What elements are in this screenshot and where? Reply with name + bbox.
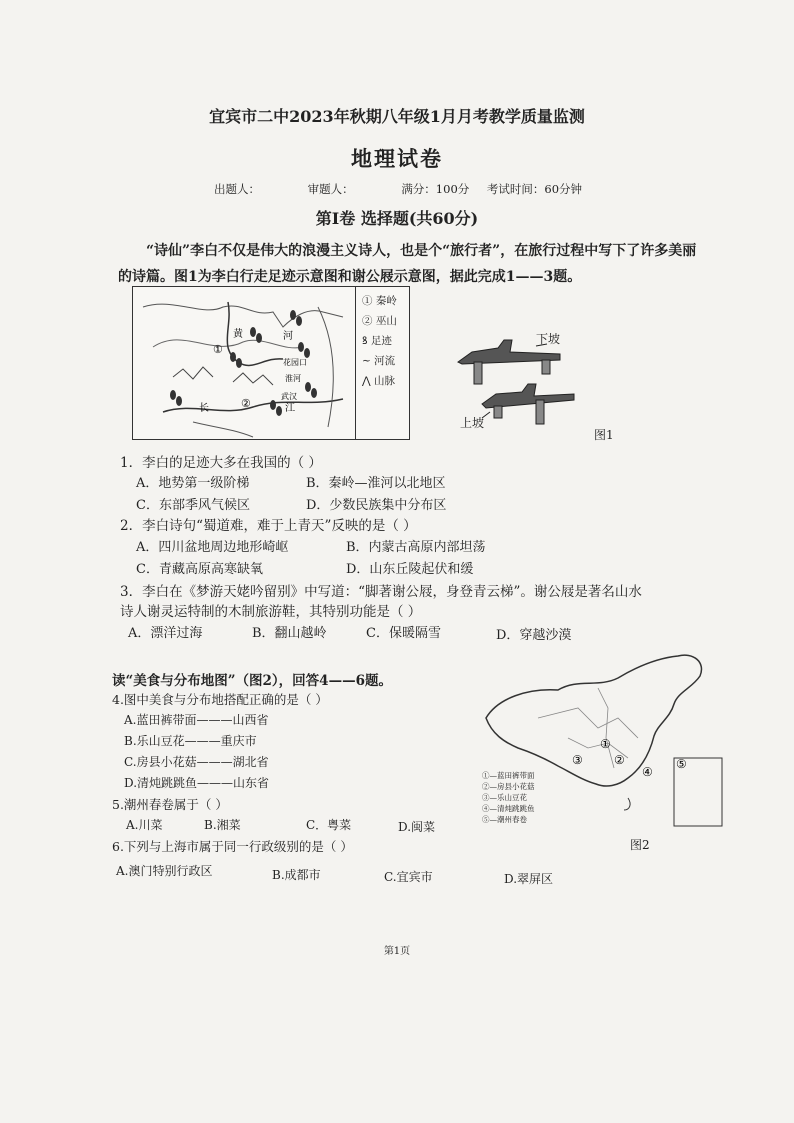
legend-river: 河流 [374,355,396,367]
q4-option-a: A.蓝田裤带面———山西省 [124,713,269,727]
q3-option-d: D．穿越沙漠 [496,628,572,643]
fig2-marker-3: ③ [572,753,583,767]
map1-legend [355,287,410,439]
map-label-huaihe: 淮河 [285,374,301,383]
school-title: 宜宾市二中2023年秋期八年级1月月考教学质量监测 [209,107,585,126]
question-3-stem-line1: 3．李白在《梦游天姥吟留别》中写道：“脚著谢公屐，身登青云梯”。谢公屐是著名山水 [120,584,642,600]
map-label-huang: 黄 [233,329,243,340]
q6-option-a: A.澳门特别行政区 [116,864,213,878]
xiegong-clog-diagram [452,322,592,434]
uphill-label: 上坡 [460,416,485,430]
footprint-icon: ꝸ [362,335,371,347]
legend-footprint: 足迹 [370,335,392,347]
section2-intro: 读“美食与分布地图”（图2），回答4——6题。 [112,673,392,689]
reviewer-label: 审题人： [307,182,354,196]
q1-option-a: A．地势第一级阶梯 [136,476,250,491]
q5-option-b: B.湘菜 [204,818,241,832]
downhill-label: 下坡 [536,332,561,346]
q3-option-a: A．漂洋过海 [128,626,203,641]
libai-footprint-map [132,286,410,440]
q2-option-a: A．四川盆地周边地形崎岖 [136,540,289,555]
fig2-marker-4: ④ [642,765,653,779]
q6-option-c: C.宜宾市 [384,870,433,884]
question-6-stem: 6.下列与上海市属于同一行政级别的是（ ） [112,839,353,854]
china-food-map [478,648,726,834]
q6-option-b: B.成都市 [272,868,321,882]
q3-option-c: C．保暖隔雪 [366,626,441,641]
fig2-legend-4: ④—清炖跳跳鱼 [482,804,535,813]
q4-option-c: C.房县小花菇———湖北省 [124,755,269,769]
q1-option-d: D．少数民族集中分布区 [306,498,447,513]
q5-option-c: C．粤菜 [306,818,352,832]
page-number: 第1页 [383,946,411,957]
q2-option-c: C．青藏高原高寒缺氧 [136,562,263,577]
fig2-legend-1: ①—蓝田裤带面 [482,771,535,780]
q4-option-b: B.乐山豆花———重庆市 [124,734,257,748]
q3-option-b: B．翻山越岭 [252,626,327,641]
section-intro: “诗仙”李白不仅是伟大的浪漫主义诗人，也是个“旅行者”，在旅行过程中写下了许多美丽的诗篇。图1为李白行走足迹示意图和谢公屐示意图，据此完成1——3题。 [118,243,697,285]
exam-meta [214,181,596,197]
q1-option-b: B．秦岭—淮河以北地区 [306,476,446,491]
q4-option-d: D.清炖跳跳鱼———山东省 [124,776,270,790]
q2-option-b: B．内蒙古高原内部坦荡 [346,540,486,555]
setter-label: 出题人： [214,182,260,196]
map-marker-1: ① [213,343,223,356]
map-label-jiang: 江 [285,403,295,414]
question-5-stem: 5.潮州春卷属于（ ） [112,797,228,812]
q1-option-c: C．东部季风气候区 [136,498,250,513]
map-marker-2: ② [241,397,251,410]
fig2-marker-1: ① [600,737,611,751]
question-4-stem: 4.图中美食与分布地搭配正确的是（ ） [112,692,328,707]
map-drawing [133,287,355,439]
mountain-icon: ⋀ [362,375,374,387]
legend-wushan: ② 巫山 [362,315,397,327]
fig2-legend [482,770,535,825]
map-label-he: 河 [283,331,293,342]
fig2-legend-2: ②—房县小花菇 [482,782,535,791]
question-3-stem-line2: 诗人谢灵运特制的木制旅游鞋，其特别功能是（ ） [120,604,422,620]
q6-option-d: D.翠屏区 [504,872,554,886]
fig2-legend-5: ⑤—潮州春卷 [482,815,527,824]
map-label-chang: 长 [199,403,209,414]
fig2-marker-5: ⑤ [676,757,687,771]
fig2-marker-2: ② [614,753,625,767]
river-icon: ∼ [362,355,375,367]
full-score: 满分：100分 [401,182,470,196]
legend-qinling: ① 秦岭 [362,295,397,307]
q2-option-d: D．山东丘陵起伏和缓 [346,562,474,577]
fig2-legend-3: ③—乐山豆花 [482,793,527,802]
map-label-wuhan: 武汉 [281,392,297,401]
q5-option-a: A.川菜 [126,818,163,832]
q5-option-d: D.闽菜 [398,820,436,834]
question-2-stem: 2．李白诗句“蜀道难，难于上青天”反映的是（ ） [120,518,417,534]
section-title: 第Ⅰ卷 选择题(共60分) [315,209,479,228]
map-label-huayuankou: 花园口 [283,358,307,367]
question-1-stem: 1．李白的足迹大多在我国的（ ） [120,455,322,471]
subject-title: 地理试卷 [351,146,443,171]
exam-time: 考试时间：60分钟 [486,182,583,196]
legend-mountain: 山脉 [373,375,395,387]
figure2-caption: 图2 [630,838,650,852]
figure1-caption: 图1 [594,428,614,442]
